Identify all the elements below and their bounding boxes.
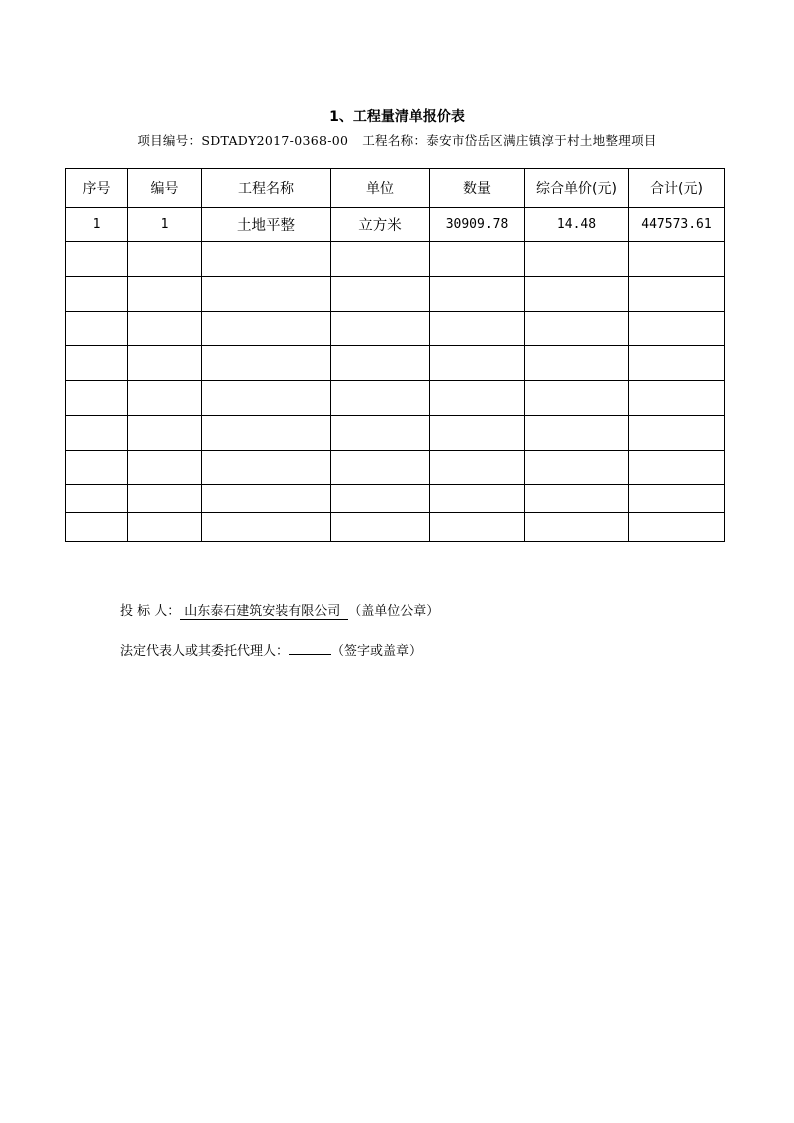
empty-cell (430, 451, 525, 485)
empty-cell (202, 242, 331, 277)
empty-cell (525, 312, 629, 346)
empty-cell (629, 513, 725, 542)
empty-cell (430, 485, 525, 513)
table-header-row (66, 169, 725, 208)
cell-seq: 1 (66, 208, 128, 242)
cell-quantity: 30909.78 (430, 208, 525, 242)
empty-row (66, 381, 725, 416)
empty-cell (128, 242, 202, 277)
empty-cell (331, 416, 430, 451)
empty-cell (525, 242, 629, 277)
empty-cell (128, 381, 202, 416)
empty-cell (66, 381, 128, 416)
empty-row (66, 242, 725, 277)
empty-cell (525, 416, 629, 451)
empty-cell (430, 381, 525, 416)
empty-row (66, 513, 725, 542)
empty-cell (525, 381, 629, 416)
empty-cell (66, 312, 128, 346)
empty-cell (128, 513, 202, 542)
empty-cell (128, 485, 202, 513)
empty-cell (331, 242, 430, 277)
empty-cell (66, 346, 128, 381)
bidder-line (120, 600, 439, 619)
table-row (66, 208, 725, 242)
empty-cell (202, 312, 331, 346)
empty-cell (331, 277, 430, 312)
empty-cell (66, 451, 128, 485)
empty-cell (629, 242, 725, 277)
representative-label: 法定代表人或其委托代理人： (120, 644, 290, 659)
header-quantity: 数量 (430, 169, 525, 208)
empty-cell (525, 346, 629, 381)
empty-cell (66, 513, 128, 542)
empty-cell (331, 485, 430, 513)
representative-note: （签字或盖章） (331, 644, 423, 659)
empty-cell (202, 513, 331, 542)
header-name: 工程名称 (202, 169, 331, 208)
bidder-label: 投 标 人： (120, 604, 181, 619)
empty-cell (430, 513, 525, 542)
header-seq: 序号 (66, 169, 128, 208)
project-no: SDTADY2017-0368-00 (201, 133, 349, 148)
empty-cell (629, 381, 725, 416)
cell-code: 1 (128, 208, 202, 242)
cell-unit: 立方米 (331, 208, 430, 242)
empty-cell (629, 277, 725, 312)
empty-cell (331, 451, 430, 485)
empty-cell (202, 416, 331, 451)
page-title: 1、工程量清单报价表 (329, 109, 465, 125)
empty-cell (629, 346, 725, 381)
cell-unit-price: 14.48 (525, 208, 629, 242)
header-code: 编号 (128, 169, 202, 208)
header-unit: 单位 (331, 169, 430, 208)
empty-cell (202, 346, 331, 381)
empty-cell (331, 312, 430, 346)
empty-row (66, 451, 725, 485)
empty-cell (525, 451, 629, 485)
cell-name: 土地平整 (202, 208, 331, 242)
empty-cell (430, 346, 525, 381)
empty-cell (128, 346, 202, 381)
empty-cell (202, 277, 331, 312)
empty-cell (430, 242, 525, 277)
project-name: 泰安市岱岳区满庄镇淳于村土地整理项目 (426, 133, 657, 148)
empty-cell (331, 346, 430, 381)
project-name-label: 工程名称： (362, 133, 427, 148)
empty-cell (629, 485, 725, 513)
empty-cell (66, 416, 128, 451)
empty-cell (430, 416, 525, 451)
empty-row (66, 416, 725, 451)
signature-blank (289, 641, 331, 655)
empty-cell (128, 451, 202, 485)
empty-cell (128, 416, 202, 451)
empty-cell (66, 485, 128, 513)
empty-cell (66, 277, 128, 312)
empty-row (66, 485, 725, 513)
empty-cell (202, 381, 331, 416)
project-no-label: 项目编号： (137, 133, 202, 148)
bidder-name: 山东泰石建筑安装有限公司 (180, 604, 348, 620)
empty-cell (128, 277, 202, 312)
project-info-line (0, 131, 794, 149)
header-unit-price: 综合单价(元) (525, 169, 629, 208)
empty-cell (430, 277, 525, 312)
empty-cell (202, 451, 331, 485)
representative-line (120, 640, 422, 659)
empty-cell (331, 513, 430, 542)
empty-cell (629, 451, 725, 485)
empty-row (66, 346, 725, 381)
boq-table (65, 168, 725, 542)
empty-cell (629, 312, 725, 346)
empty-cell (128, 312, 202, 346)
empty-cell (525, 277, 629, 312)
empty-cell (525, 485, 629, 513)
header-total: 合计(元) (629, 169, 725, 208)
empty-cell (430, 312, 525, 346)
bidder-stamp-note: （盖单位公章） (348, 604, 440, 619)
empty-cell (331, 381, 430, 416)
empty-cell (629, 416, 725, 451)
empty-row (66, 312, 725, 346)
empty-cell (525, 513, 629, 542)
empty-cell (66, 242, 128, 277)
empty-row (66, 277, 725, 312)
empty-cell (202, 485, 331, 513)
cell-total: 447573.61 (629, 208, 725, 242)
